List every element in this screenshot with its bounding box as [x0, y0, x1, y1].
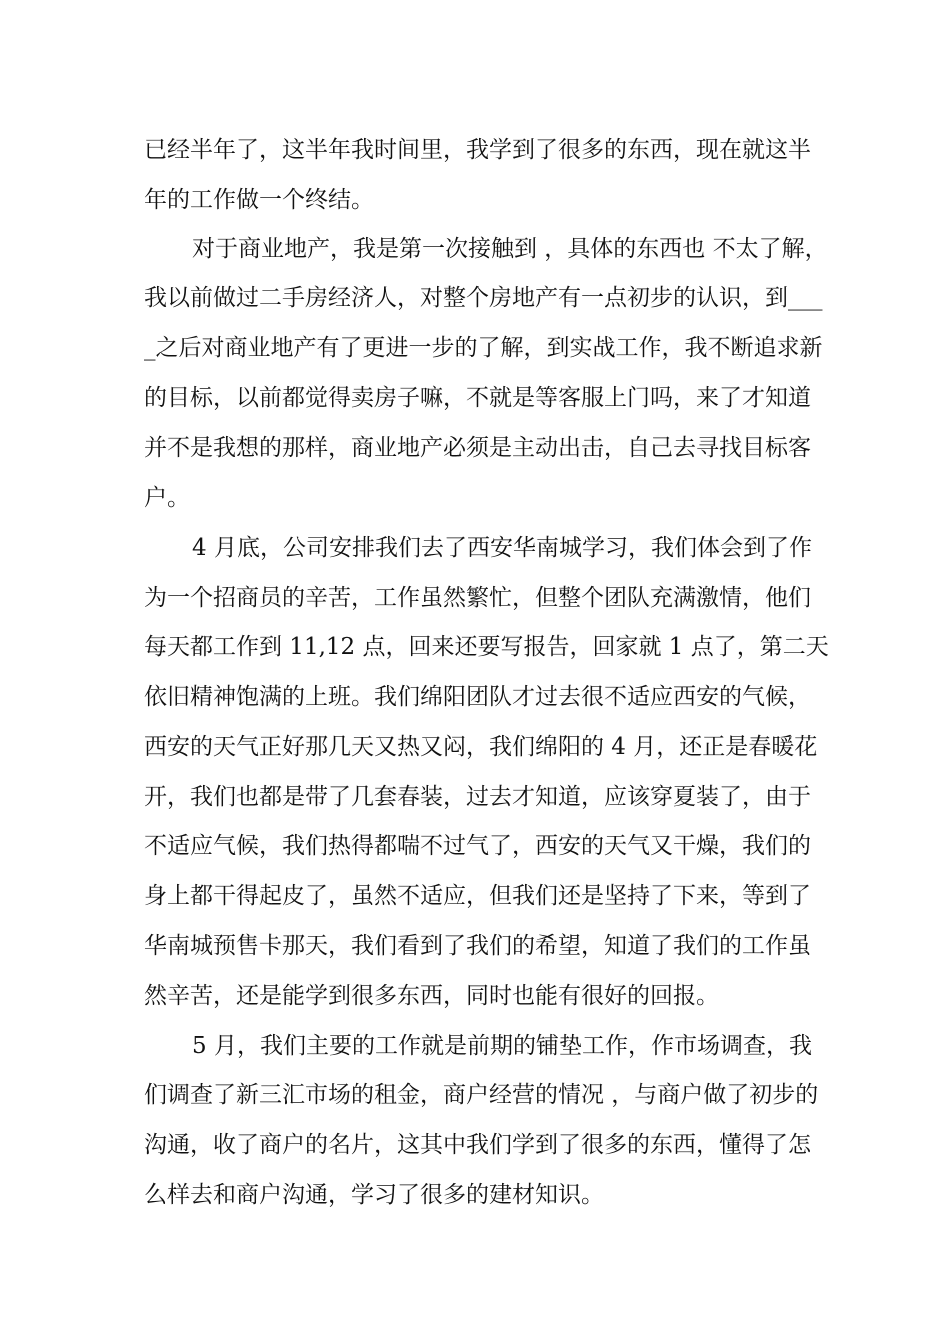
text-line: 年的工作做一个终结。	[144, 187, 374, 213]
text-line: 么样去和商户沟通，学习了很多的建材知识。	[144, 1182, 604, 1208]
paragraph-first-line: 对于商业地产，我是第一次接触到 ，具体的东西也 不太了解，	[192, 236, 828, 262]
text-line: 身上都干得起皮了，虽然不适应，但我们还是坚持了下来，等到了	[144, 883, 811, 909]
text-line: 的目标，以前都觉得卖房子嘛，不就是等客服上门吗，来了才知道	[144, 385, 811, 411]
text-line: 户。	[144, 485, 190, 511]
text-line: 不适应气候，我们热得都喘不过气了，西安的天气又干燥，我们的	[144, 833, 811, 859]
paragraph-first-line: 4 月底，公司安排我们去了西安华南城学习，我们体会到了作	[192, 535, 812, 561]
text-line: 然辛苦，还是能学到很多东西，同时也能有很好的回报。	[144, 983, 719, 1009]
text-line: 华南城预售卡那天，我们看到了我们的希望，知道了我们的工作虽	[144, 933, 811, 959]
text-line: 为一个招商员的辛苦，工作虽然繁忙，但整个团队充满激情，他们	[144, 585, 811, 611]
text-line: 每天都工作到 11,12 点，回来还要写报告，回家就 1 点了，第二天	[144, 634, 829, 660]
text-line: 并不是我想的那样，商业地产必须是主动出击，自己去寻找目标客	[144, 435, 811, 461]
text-line: 沟通，收了商户的名片，这其中我们学到了很多的东西，懂得了怎	[144, 1132, 811, 1158]
text-line: 们调查了新三汇市场的租金，商户经营的情况 ，与商户做了初步的	[144, 1082, 819, 1108]
text-line: 依旧精神饱满的上班。我们绵阳团队才过去很不适应西安的气候，	[144, 684, 811, 710]
text-line: _之后对商业地产有了更进一步的了解，到实战工作，我不断追求新	[144, 335, 823, 361]
paragraph-first-line: 5 月，我们主要的工作就是前期的铺垫工作，作市场调查，我	[192, 1033, 812, 1059]
text-line: 西安的天气正好那几天又热又闷，我们绵阳的 4 月，还正是春暖花	[144, 734, 818, 760]
text-line: 我以前做过二手房经济人，对整个房地产有一点初步的认识，到___	[144, 285, 823, 311]
text-line: 已经半年了，这半年我时间里，我学到了很多的东西，现在就这半	[144, 137, 811, 163]
text-line: 开，我们也都是带了几套春装，过去才知道，应该穿夏装了，由于	[144, 784, 811, 810]
